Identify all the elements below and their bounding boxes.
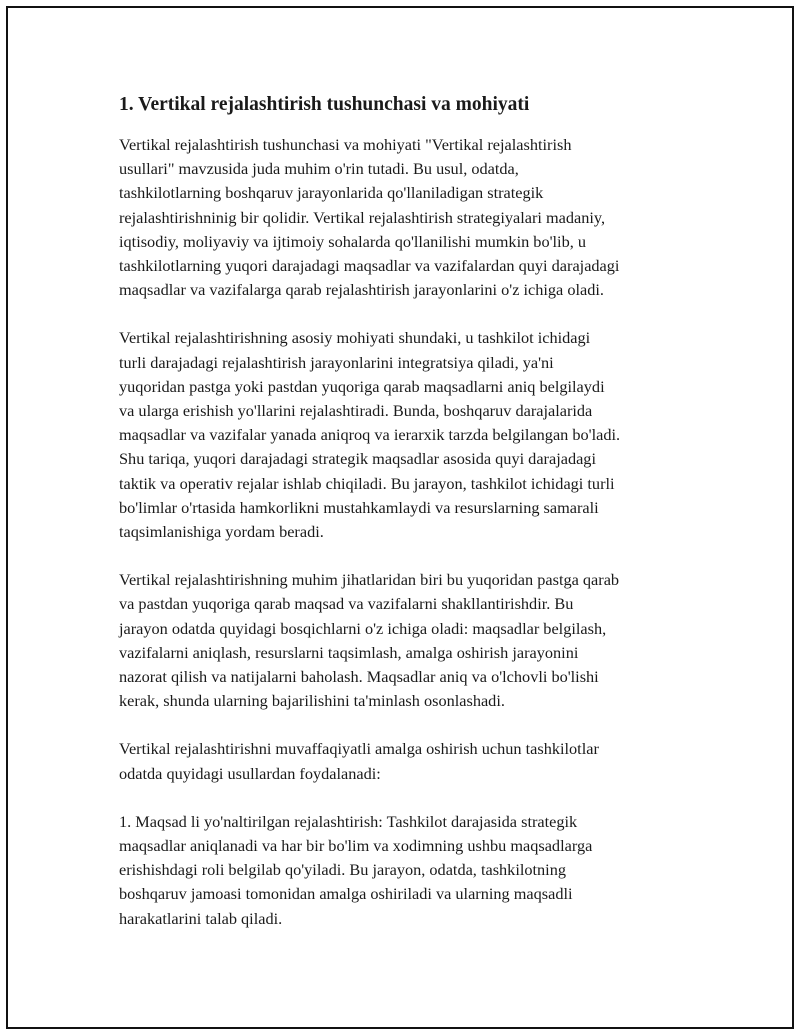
text-line: 1. Maqsad li yo'naltirilgan rejalashtirish: Tashkilot darajasida strategik: [119, 811, 578, 831]
text-line: bo'limlar o'rtasida hamkorlikni mustahkamlaydi va resurslarning samarali: [119, 497, 599, 517]
text-line: taktik va operativ rejalar ishlab chiqiladi. Bu jarayon, tashkilot ichidagi turli: [119, 473, 615, 493]
text-line: nazorat qilish va natijalarni baholash. Maqsadlar aniq va o'lchovli bo'lishi: [119, 667, 599, 687]
paragraph-1: [119, 133, 699, 302]
text-line: odatda quyidagi usullardan foydalanadi:: [119, 763, 381, 783]
text-line: Vertikal rejalashtirishning muhim jihatlaridan biri bu yuqoridan pastga qarab: [119, 570, 620, 590]
text-line: kerak, shunda ularning bajarilishini ta'minlash osonlashadi.: [119, 691, 505, 711]
text-line: rejalashtirishninig bir qolidir. Vertikal rejalashtirish strategiyalari madaniy,: [119, 207, 606, 227]
text-line: Shu tariqa, yuqori darajadagi strategik maqsadlar asosida quyi darajadagi: [119, 449, 596, 469]
document-body: [119, 92, 699, 955]
text-line: maqsadlar aniqlanadi va har bir bo'lim va xodimning ushbu maqsadlarga: [119, 836, 593, 856]
text-line: erishishdagi roli belgilab qo'yiladi. Bu jarayon, odatda, tashkilotning: [119, 860, 566, 880]
text-line: taqsimlanishiga yordam beradi.: [119, 522, 324, 542]
text-line: yuqoridan pastga yoki pastdan yuqoriga qarab maqsadlarni aniq belgilaydi: [119, 376, 605, 396]
text-line: usullari" mavzusida juda muhim o'rin tutadi. Bu usul, odatda,: [119, 159, 519, 179]
text-line: jarayon odatda quyidagi bosqichlarni o'z ichiga oladi: maqsadlar belgilash,: [119, 618, 607, 638]
paragraph-3: [119, 568, 699, 713]
paragraph-5: [119, 810, 699, 931]
text-line: tashkilotlarning yuqori darajadagi maqsadlar va vazifalardan quyi darajadagi: [119, 256, 620, 276]
text-line: vazifalarni aniqlash, resurslarni taqsimlash, amalga oshirish jarayonini: [119, 642, 579, 662]
text-line: Vertikal rejalashtirishni muvaffaqiyatli amalga oshirish uchun tashkilotlar: [119, 739, 599, 759]
paragraph-2: [119, 326, 699, 544]
text-line: Vertikal rejalashtirishning asosiy mohiyati shundaki, u tashkilot ichidagi: [119, 328, 591, 348]
text-line: Vertikal rejalashtirish tushunchasi va mohiyati "Vertikal rejalashtirish: [119, 135, 572, 154]
section-heading: 1. Vertikal rejalashtirish tushunchasi va mohiyati: [119, 94, 530, 115]
text-line: harakatlarini talab qiladi.: [119, 908, 283, 928]
text-line: turli darajadagi rejalashtirish jarayonlarini integratsiya qiladi, ya'ni: [119, 352, 554, 372]
text-line: iqtisodiy, moliyaviy va ijtimoiy sohalarda qo'llanilishi mumkin bo'lib, u: [119, 231, 586, 251]
text-line: va pastdan yuqoriga qarab maqsad va vazifalarni shakllantirishdir. Bu: [119, 594, 574, 614]
text-line: va ularga erishish yo'llarini rejalashtiradi. Bunda, boshqaruv darajalarida: [119, 401, 593, 421]
text-line: maqsadlar va vazifalarga qarab rejalashtirish jarayonlarini o'z ichiga oladi.: [119, 280, 604, 300]
text-line: tashkilotlarning boshqaruv jarayonlarida qo'llaniladigan strategik: [119, 183, 544, 203]
paragraph-4: [119, 737, 699, 785]
text-line: boshqaruv jamoasi tomonidan amalga oshiriladi va ularning maqsadli: [119, 884, 573, 904]
text-line: maqsadlar va vazifalar yanada aniqroq va ierarxik tarzda belgilangan bo'ladi.: [119, 425, 621, 445]
